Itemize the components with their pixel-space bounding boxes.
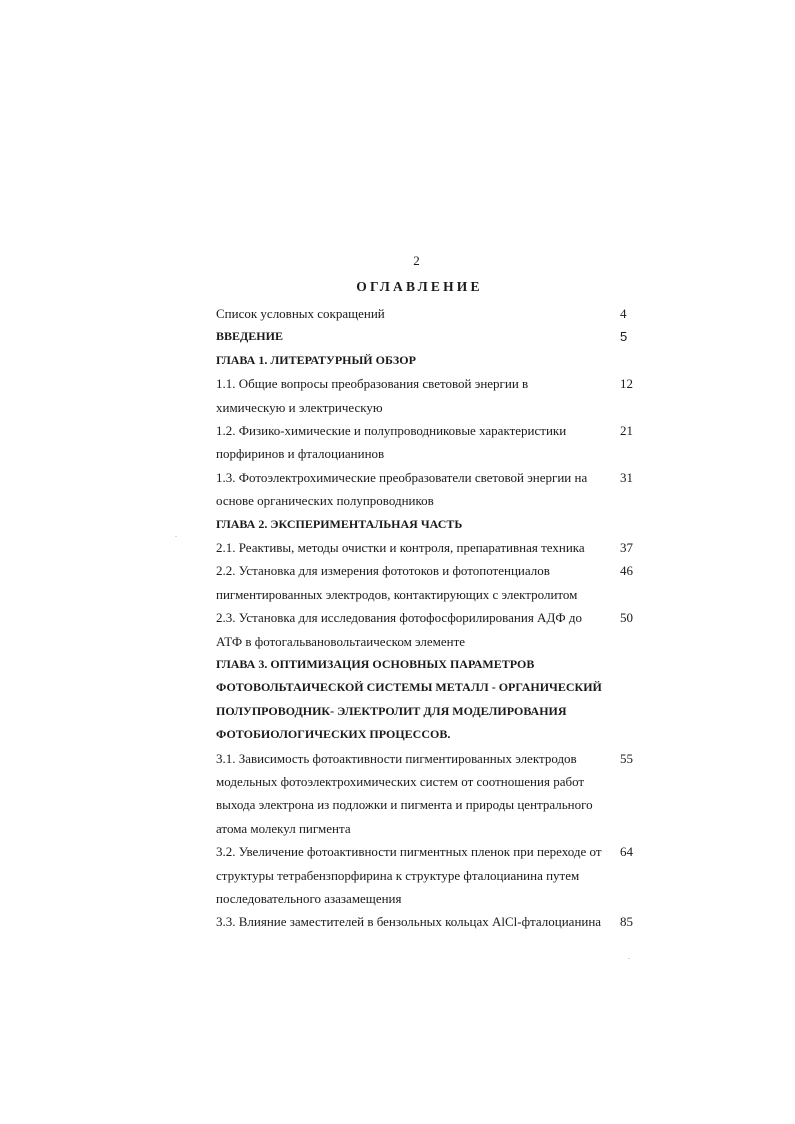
toc-page-number: 21	[620, 422, 633, 438]
toc-page-number: 64	[620, 844, 633, 860]
toc-entry-line: ФОТОБИОЛОГИЧЕСКИХ ПРОЦЕССОВ.	[216, 727, 451, 742]
toc-page-number: 5	[620, 329, 628, 345]
toc-entry-line: выхода электрона из подложки и пигмента и природы центрального	[216, 797, 593, 813]
toc-entry-line: последовательного азазамещения	[216, 890, 402, 906]
toc-entry-text	[216, 419, 614, 466]
toc-entry-line: химическую и электрическую	[216, 399, 383, 415]
toc-page-number: 46	[620, 563, 633, 579]
toc-entry	[216, 536, 636, 559]
scan-speck	[628, 958, 630, 959]
toc-entry-line: 2.3. Установка для исследования фотофосфорилирования АДФ до	[216, 610, 582, 626]
table-of-contents	[216, 302, 636, 934]
toc-chapter-heading	[216, 653, 636, 747]
toc-page-number: 55	[620, 750, 633, 766]
toc-entry	[216, 747, 636, 841]
toc-chapter-heading	[216, 513, 636, 536]
toc-entry-text	[216, 466, 614, 513]
toc-entry-line: ПОЛУПРОВОДНИК- ЭЛЕКТРОЛИТ ДЛЯ МОДЕЛИРОВАНИЯ	[216, 703, 567, 718]
toc-entry-line: пигментированных электродов, контактирующих с электролитом	[216, 586, 578, 602]
toc-chapter-heading	[216, 349, 636, 372]
toc-entry-line: 2.2. Установка для измерения фототоков и фотопотенциалов	[216, 563, 550, 579]
toc-page-number: 4	[620, 306, 627, 321]
toc-entry-line: основе органических полупроводников	[216, 493, 434, 509]
toc-chapter-heading	[216, 325, 636, 348]
toc-entry-line: ГЛАВА 2. ЭКСПЕРИМЕНТАЛЬНАЯ ЧАСТЬ	[216, 516, 463, 531]
toc-page-number: 31	[620, 469, 633, 485]
toc-entry-text	[216, 747, 614, 841]
toc-page-number: 50	[620, 610, 633, 626]
toc-entry-line: 3.2. Увеличение фотоактивности пигментных пленок при переходе от	[216, 844, 602, 860]
toc-entry-line: 1.2. Физико-химические и полупроводниковые характеристики	[216, 422, 567, 438]
toc-entry-text	[216, 372, 614, 419]
toc-entry-line: ГЛАВА 3. ОПТИМИЗАЦИЯ ОСНОВНЫХ ПАРАМЕТРОВ	[216, 656, 535, 671]
toc-entry	[216, 466, 636, 513]
toc-entry-text	[216, 910, 614, 933]
toc-entry	[216, 372, 636, 419]
toc-entry	[216, 302, 636, 325]
toc-entry-line: порфиринов и фталоцианинов	[216, 446, 385, 462]
toc-entry	[216, 419, 636, 466]
toc-entry-line: ФОТОВОЛЬТАИЧЕСКОЙ СИСТЕМЫ МЕТАЛЛ - ОРГАНИЧЕСКИЙ	[216, 680, 602, 695]
toc-page-number: 85	[620, 914, 633, 930]
toc-entry-text	[216, 559, 614, 606]
toc-entry-line: ГЛАВА 1. ЛИТЕРАТУРНЫЙ ОБЗОР	[216, 352, 416, 367]
toc-entry-text	[216, 302, 614, 325]
toc-entry	[216, 910, 636, 933]
toc-entry	[216, 606, 636, 653]
toc-entry-line: ВВЕДЕНИЕ	[216, 329, 283, 344]
toc-entry-line: модельных фотоэлектрохимических систем от соотношения работ	[216, 773, 585, 789]
scan-speck	[175, 536, 177, 537]
toc-entry-text	[216, 606, 614, 653]
toc-entry-text	[216, 840, 614, 910]
toc-page-number: 12	[620, 376, 633, 392]
toc-entry	[216, 559, 636, 606]
toc-entry-line: 1.3. Фотоэлектрохимические преобразователи световой энергии на	[216, 469, 588, 485]
toc-page-number: 37	[620, 539, 633, 555]
toc-entry-text	[216, 513, 614, 536]
toc-entry-line: структуры тетрабензпорфирина к структуре фталоцианина путем	[216, 867, 580, 883]
toc-entry-text	[216, 653, 614, 747]
toc-entry-line: АТФ в фотогальвановольтаическом элементе	[216, 633, 466, 649]
toc-entry-text	[216, 325, 614, 348]
page-number: 2	[413, 253, 420, 268]
toc-entry-line: 2.1. Реактивы, методы очистки и контроля, препаративная техника	[216, 539, 585, 555]
toc-entry	[216, 840, 636, 910]
toc-entry-line: 1.1. Общие вопросы преобразования световой энергии в	[216, 376, 529, 392]
toc-entry-text	[216, 349, 614, 372]
toc-entry-line: 3.1. Зависимость фотоактивности пигментированных электродов	[216, 750, 577, 766]
toc-entry-line: Список условных сокращений	[216, 306, 385, 321]
toc-title: ОГЛАВЛЕНИЕ	[356, 279, 483, 294]
toc-entry-line: 3.3. Влияние заместителей в бензольных кольцах AlCl-фталоцианина	[216, 914, 602, 930]
toc-entry-line: атома молекул пигмента	[216, 820, 351, 836]
toc-entry-text	[216, 536, 614, 559]
